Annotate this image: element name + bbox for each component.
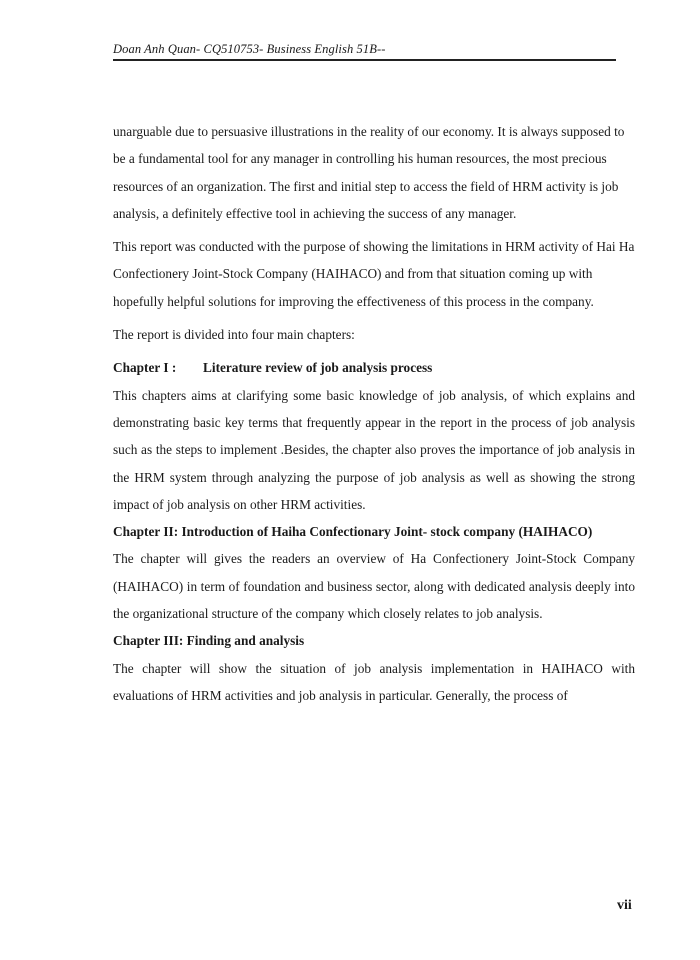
intro-paragraph-3: The report is divided into four main chapters: xyxy=(113,327,355,343)
chapter-1-body: This chapters aims at clarifying some basic knowledge of job analysis, of which explains and demonstrating basic key terms that frequently appear in the report in the process of job analysis such as the steps to implement .Besides, the chapter also proves the importance of job analysis in the HRM system through analyzing the purpose of job analysis as well as showing the strong impact of job analysis on other HRM activities. xyxy=(113,387,635,512)
intro-paragraph-1: unarguable due to persuasive illustrations in the reality of our economy. It is always supposed to be a fundamental tool for any manager in controlling his human resources, the most precious resources of an organization. The first and initial step to access the field of HRM activity is job analysis, a definitely effective tool in achieving the success of any manager. xyxy=(113,124,625,221)
running-header: Doan Anh Quan- CQ510753- Business English 51B-- xyxy=(113,42,616,61)
chapter-1-title: Literature review of job analysis process xyxy=(203,360,433,376)
intro-paragraph-2: This report was conducted with the purpose of showing the limitations in HRM activity of Hai Ha Confectionery Joint-Stock Company (HAIHACO) and from that situation coming up with hopefully helpful solutions for improving the effectiveness of this process in the company. xyxy=(113,239,635,309)
page-body xyxy=(113,118,635,709)
chapter-3-heading: Chapter III: Finding and analysis xyxy=(113,633,305,649)
chapter-1-label: Chapter I : xyxy=(113,360,177,376)
chapter-3-body: The chapter will show the situation of job analysis implementation in HAIHACO with evaluations of HRM activities and job analysis in particular. Generally, the process of xyxy=(113,660,635,703)
chapter-2-heading: Chapter II: Introduction of Haiha Confectionary Joint- stock company (HAIHACO) xyxy=(113,524,593,540)
chapter-2-body: The chapter will gives the readers an overview of Ha Confectionery Joint-Stock Company (HAIHACO) in term of foundation and business sector, along with dedicated analysis deeply into the organizational structure of the company which closely relates to job analysis. xyxy=(113,551,635,622)
chapter-1-heading xyxy=(113,354,635,381)
page-number: vii xyxy=(617,898,632,913)
